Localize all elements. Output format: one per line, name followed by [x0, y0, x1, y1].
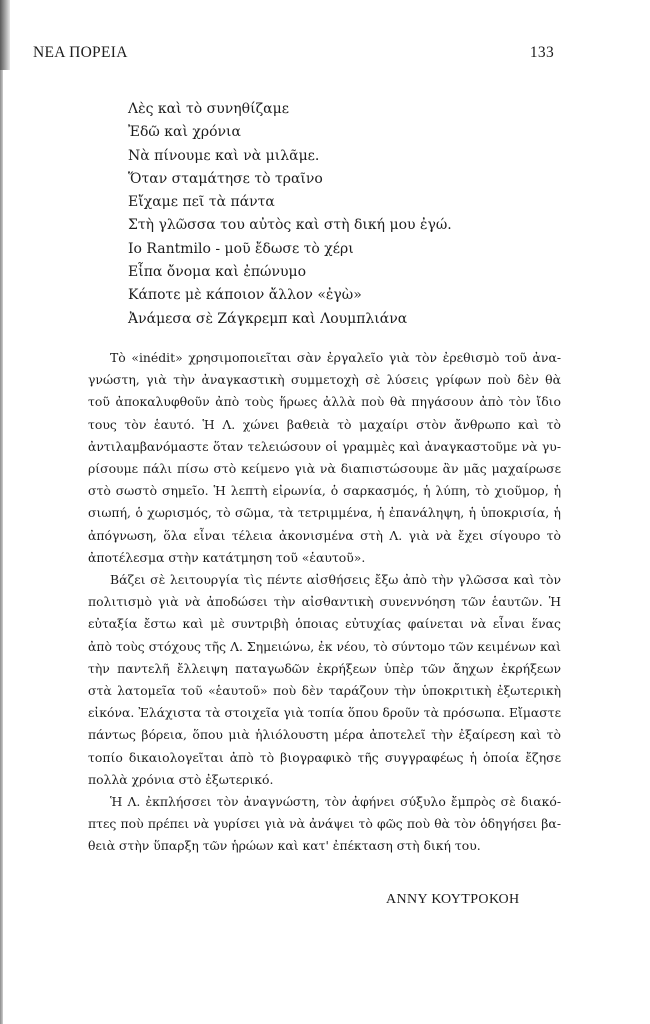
scan-shadow-corner [0, 0, 10, 70]
poem-line: Ἀνάμεσα σὲ Ζάγκρεμπ καὶ Λουμπλιάνα [128, 310, 408, 327]
poem-line: Νὰ πίνουμε καὶ νὰ μιλᾶμε. [128, 147, 320, 164]
poem-line: Κάποτε μὲ κάποιον ἄλλον «ἐγὼ» [128, 287, 362, 304]
poem-line: Λὲς καὶ τὸ συνηθίζαμε [128, 101, 289, 117]
poem-line: Εἶπα ὄνομα καὶ ἐπώνυμο [128, 264, 307, 281]
page-number: 133 [529, 44, 554, 61]
poem-line: Io Rantmilo - μοῦ ἔδωσε τὸ χέρι [128, 240, 354, 257]
poem-line: Στὴ γλῶσσα του αὐτὸς καὶ στὴ δική μου ἐγώ. [128, 217, 452, 234]
poem-block [128, 98, 548, 331]
paragraph: Τὸ «inédit» χρησιμοποιεῖται σὰν ἐργαλεῖο γιὰ τὸν ἐρεθισμὸ τοῦ ἀναγνώστη, γιὰ τὴν ἀναγκαστικὴ συμμετοχὴ σὲ λύσεις γρίφων ποὺ δὲν θὰ τοῦ ἀποκαλυφθοῦν ἀπὸ τοὺς ἥρωες ἀλλὰ ποὺ θὰ πηγάσουν ἀπὸ τὸν ἴδιο τους τὸν ἑαυτό. Ἡ Λ. χώνει βαθειὰ τὸ μαχαίρι στὸν ἄνθρωπο καὶ τὸ ἀντιλαμβανόμαστε ὅταν τελειώσουν οἱ γραμμὲς καὶ ἀναγκαστοῦμε νὰ γυρίσουμε πάλι πίσω στὸ κείμενο γιὰ νὰ διαπιστώσουμε ἂν μᾶς μαχαίρωσε στὸ σωστὸ σημεῖο. Ἡ λεπτὴ εἰρωνία, ὁ σαρκασμός, ἡ λύπη, τὸ χιοῦμορ, ἡ σιωπή, ὁ χωρισμός, τὸ σῶμα, τὰ τετριμμένα, ἡ ἐπανάληψη, ἡ ὑποκρισία, ἡ ἀπόγνωση, ὅλα εἶναι τέλεια ἀκονισμένα στὴ Λ. γιὰ νὰ ἔχει σίγουρο τὸ ἀποτέλεσμα στὴν κατάτμηση τοῦ «ἑαυτοῦ». [88, 350, 561, 565]
body-text [88, 347, 561, 858]
scan-shadow-edge [0, 0, 3, 1024]
author-signature: ΑΝΝΥ ΚΟΥΤΡΟΚΟΗ [386, 892, 520, 907]
page-header [33, 44, 554, 68]
paragraph: Ἡ Λ. ἐκπλήσσει τὸν ἀναγνώστη, τὸν ἀφήνει σύξυλο ἔμπρὸς σὲ διακόπτες ποὺ πρέπει νὰ γυρίσει γιὰ νὰ ἀνάψει τὸ φῶς ποὺ θὰ τὸν ὁδηγήσει βαθειὰ στὴν ὕπαρξη τῶν ἡρώων καὶ κατ' ἐπέκταση στὴ δική του. [88, 794, 561, 854]
poem-line: Εἴχαμε πεῖ τὰ πάντα [128, 194, 275, 211]
paragraph: Βάζει σὲ λειτουργία τὶς πέντε αἰσθήσεις ἔξω ἀπὸ τὴν γλῶσσα καὶ τὸν πολιτισμὸ γιὰ νὰ ἀποδώσει τὴν αἰσθαντικὴ συνεννόηση τῶν ἑαυτῶν. Ἡ εὐταξία ἔστω καὶ μὲ συντριβὴ ὁποιας εὐτυχίας φαίνεται νὰ εἶναι ἕνας ἀπὸ τοὺς στόχους τῆς Λ. Σημειώνω, ἐκ νέου, τὸ σύντομο τῶν κειμένων καὶ τὴν παντελῆ ἔλλειψη παταγωδῶν ἐκρήξεων ὑπὲρ τῶν ἄηχων ἐκρήξεων στὰ λατομεῖα τοῦ «ἑαυτοῦ» ποὺ δὲν ταράζουν τὴν ὑποκριτικὴ ἐξωτερικὴ εἰκόνα. Ἐλάχιστα τὰ στοιχεῖα γιὰ τοπία ὅπου δροῦν τὰ πρόσωπα. Εἴμαστε πάντως βόρεια, ὅπου μιὰ ἡλιόλουστη μέρα ἀποτελεῖ τὴν ἐξαίρεση καὶ τὸ τοπίο δικαιολογεῖται ἀπὸ τὸ βιογραφικὸ τῆς συγγραφέως ἡ ὁποία ἔζησε πολλὰ χρόνια στὸ ἐξωτερικό. [88, 572, 561, 787]
poem-line: Ὅταν σταμάτησε τὸ τραῖνο [128, 170, 323, 187]
poem-line: Ἐδῶ καὶ χρόνια [128, 124, 241, 141]
running-title: ΝΕΑ ΠΟΡΕΙΑ [33, 44, 128, 61]
